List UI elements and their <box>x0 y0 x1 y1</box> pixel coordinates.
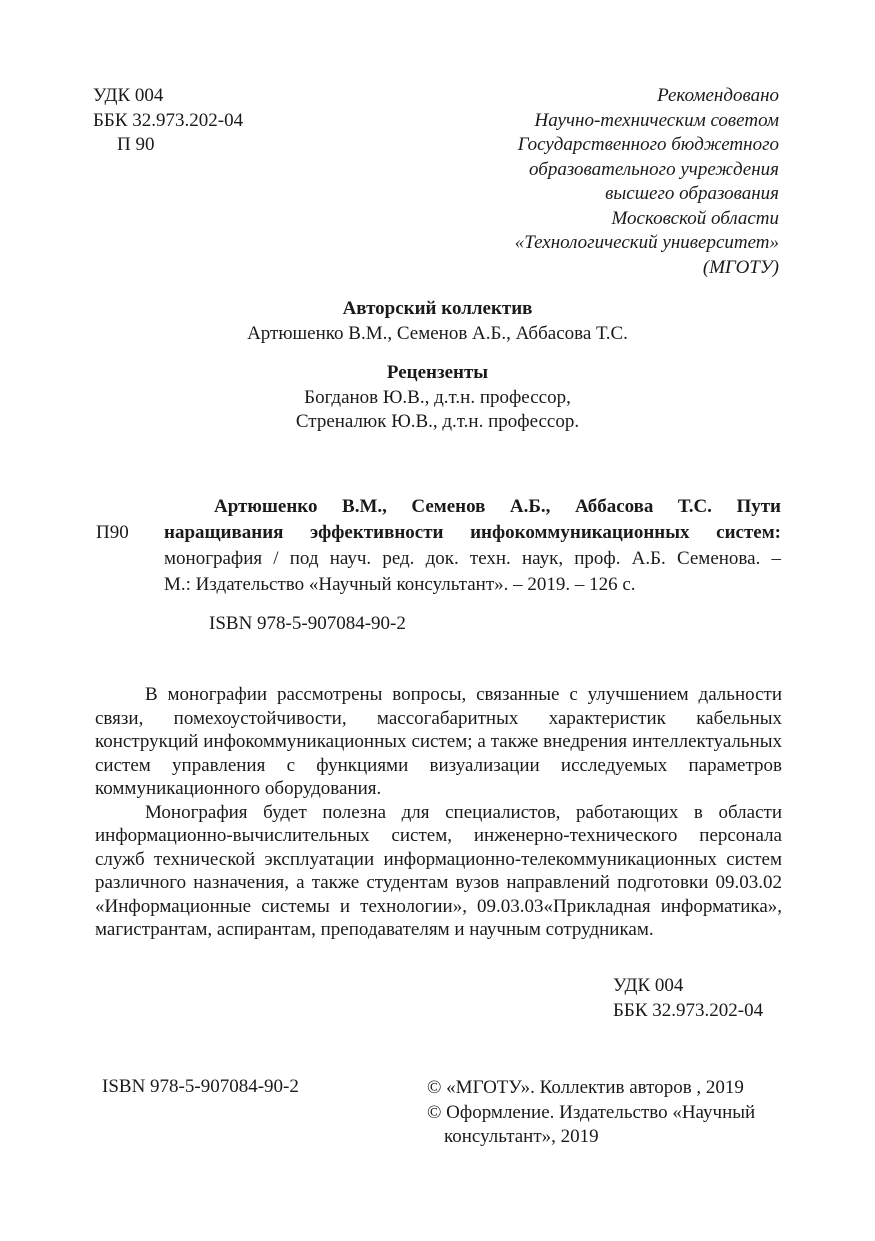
authors-names: Артюшенко В.М., Семенов А.Б., Аббасова Т.С. <box>247 322 628 344</box>
recommendation-line: образовательного учреждения <box>529 158 779 180</box>
footer-isbn: ISBN 978-5-907084-90-2 <box>102 1076 299 1097</box>
biblio-line: М.: Издательство «Научный консультант». – 2019. – 126 с. <box>164 574 636 595</box>
bibliography-sign: П90 <box>96 522 129 543</box>
recommendation-line: Государственного бюджетного <box>517 134 779 155</box>
biblio-line: наращивания эффективности инфокоммуникационных систем: <box>164 522 781 543</box>
biblio-line: Артюшенко В.М., Семенов А.Б., Аббасова Т.С. Пути <box>214 496 781 517</box>
bibliographic-record <box>164 494 781 598</box>
recommendation-line: Московской области <box>611 207 779 229</box>
bbk-code: ББК 32.973.202-04 <box>613 999 764 1021</box>
recommendation-line: высшего образования <box>605 183 779 204</box>
recommendation-block <box>515 84 779 280</box>
authors-heading: Авторский коллектив <box>342 298 533 319</box>
copyright-block <box>427 1076 755 1150</box>
recommendation-line: «Технологический университет» <box>514 232 779 253</box>
author-sign: П 90 <box>117 134 155 155</box>
abstract-paragraph: Монография будет полезна для специалистов, работающих в области информационно-вычислительных систем, инженерно-технического персонала служб технической эксплуатации информационно-телекоммуникационных систем различного назначения, а также студентам вузов направлений подготовки 09.03.02 «Информационные системы и технологии», 09.03.03«Прикладная информатика», магистрантам, аспирантам, преподавателям и научным сотрудникам. <box>95 801 782 940</box>
copyright-line: © «МГОТУ». Коллектив авторов , 2019 <box>427 1077 744 1098</box>
reviewer-item: Богданов Ю.В., д.т.н. профессор, <box>304 386 571 408</box>
biblio-isbn: ISBN 978-5-907084-90-2 <box>209 613 406 634</box>
copyright-line: консультант», 2019 <box>444 1126 599 1147</box>
udk-code: УДК 004 <box>93 85 164 106</box>
recommendation-line: Рекомендовано <box>657 85 779 106</box>
reviewer-item: Стреналюк Ю.В., д.т.н. профессор. <box>295 411 580 432</box>
biblio-line: монография / под науч. ред. док. техн. наук, проф. А.Б. Семенова. – <box>164 548 781 569</box>
recommendation-line: Научно-техническим советом <box>534 109 779 131</box>
bbk-code: ББК 32.973.202-04 <box>93 109 244 131</box>
copyright-line: © Оформление. Издательство «Научный <box>427 1101 756 1123</box>
abstract <box>95 683 782 942</box>
reviewers-block <box>0 361 875 435</box>
abstract-paragraph: В монографии рассмотрены вопросы, связанные с улучшением дальности связи, помехоустойчивости, массогабаритных характеристик кабельных конструкций инфокоммуникационных систем; а также внедрения интеллектуальных систем управления с функциями визуализации исследуемых параметров коммуникационного оборудования. <box>95 684 782 799</box>
classification-codes <box>93 84 243 158</box>
udk-code: УДК 004 <box>613 975 684 996</box>
reviewers-heading: Рецензенты <box>386 362 489 383</box>
bottom-codes <box>613 974 763 1023</box>
recommendation-line: (МГОТУ) <box>702 256 779 278</box>
authors-block <box>0 297 875 346</box>
